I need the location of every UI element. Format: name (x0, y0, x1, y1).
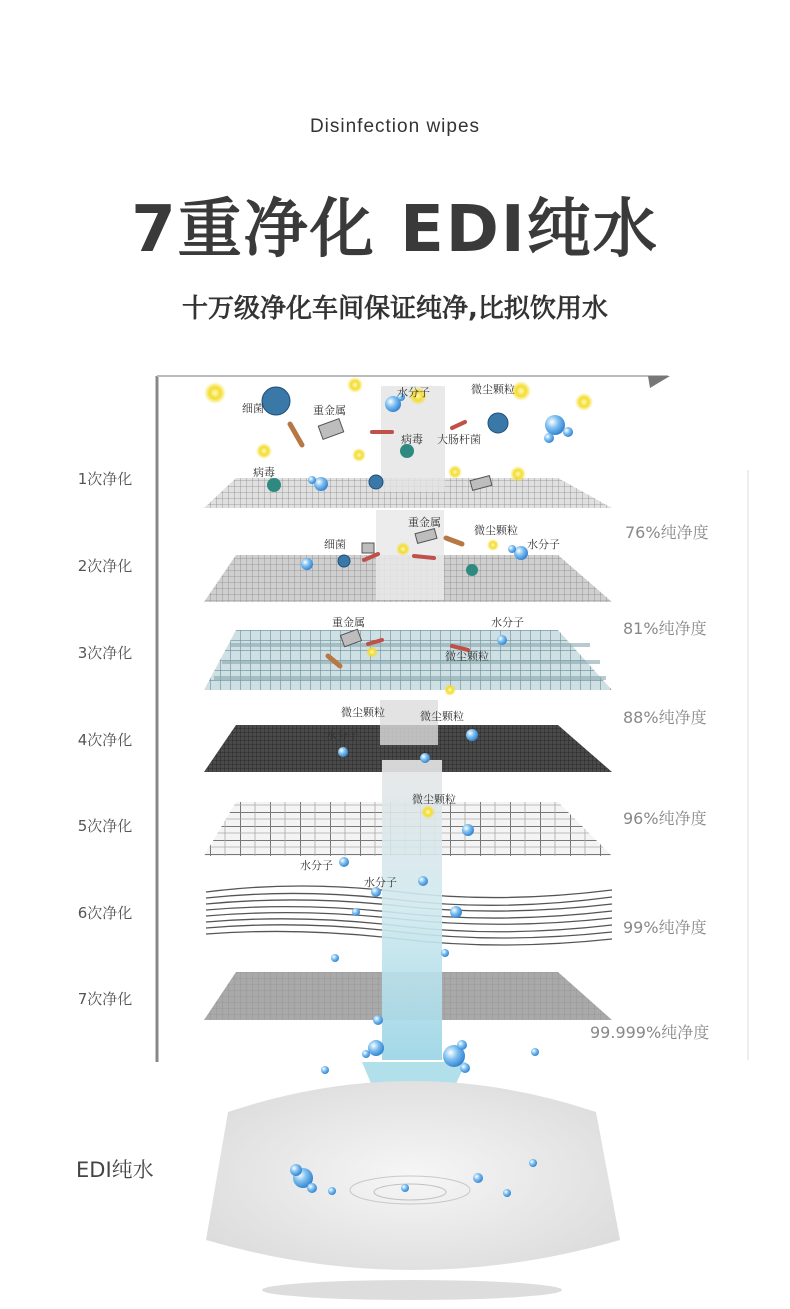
main-title: 7重净化 EDI纯水 (131, 193, 659, 267)
tag-water: 水分子 (300, 859, 333, 872)
purity-stage-2: 76%纯净度 (625, 523, 709, 542)
stage-label-2: 2次净化 (77, 557, 133, 575)
purity-stage-3: 81%纯净度 (623, 619, 707, 638)
stage-label-4: 4次净化 (77, 731, 133, 749)
stage-label-3: 3次净化 (77, 644, 133, 662)
tag-water: 水分子 (397, 386, 430, 399)
tag-dust: 微尘颗粒 (474, 524, 518, 537)
stage-label-5: 5次净化 (77, 817, 133, 835)
result-label: EDI纯水 (76, 1158, 154, 1182)
tag-water: 水分子 (527, 538, 560, 551)
tag-heavy-metal: 重金属 (313, 404, 346, 417)
tagline: 十万级净化车间保证纯净,比拟饮用水 (182, 294, 608, 324)
tag-dust: 微尘颗粒 (445, 650, 489, 663)
tag-dust: 微尘颗粒 (471, 383, 515, 396)
stage-label-7: 7次净化 (77, 990, 133, 1008)
tag-bacteria: 细菌 (242, 402, 264, 415)
tag-dust: 微尘颗粒 (412, 793, 456, 806)
purity-stage-6: 99%纯净度 (623, 918, 707, 937)
tag-ecoli: 大肠杆菌 (437, 433, 481, 446)
purity-stage-7: 99.999%纯净度 (590, 1023, 710, 1042)
tag-dust: 微尘颗粒 (341, 706, 385, 719)
tag-water: 水分子 (491, 616, 524, 629)
stage-label-6: 6次净化 (77, 904, 133, 922)
english-subtitle: Disinfection wipes (309, 116, 481, 137)
water-basin (206, 1081, 620, 1300)
tag-bacteria: 细菌 (324, 538, 346, 551)
purity-stage-5: 96%纯净度 (623, 809, 707, 828)
tag-dust: 微尘颗粒 (420, 710, 464, 723)
tag-heavy-metal: 重金属 (408, 516, 441, 529)
tag-heavy-metal: 重金属 (332, 616, 365, 629)
tag-water: 水分子 (326, 729, 359, 742)
purity-stage-4: 88%纯净度 (623, 708, 707, 727)
stage-label-1: 1次净化 (77, 470, 133, 488)
tag-water: 水分子 (364, 876, 397, 889)
tag-virus: 病毒 (253, 466, 275, 479)
tag-virus: 病毒 (401, 433, 423, 446)
